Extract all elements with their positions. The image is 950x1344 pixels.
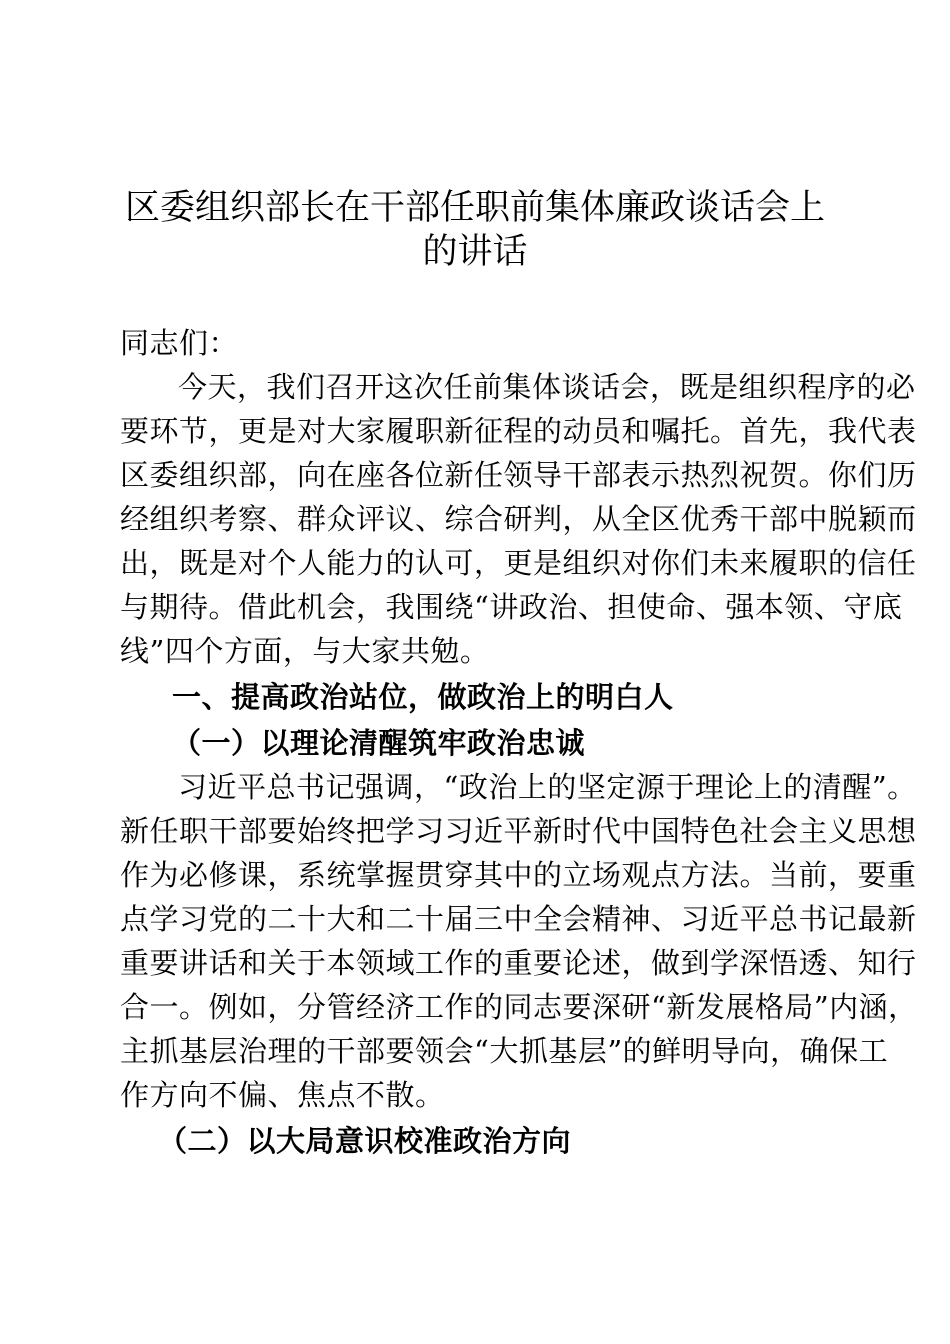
intro-line: 经组织考察、群众评议、综合研判，从全区优秀干部中脱颖而 [120, 502, 917, 536]
intro-line: 与期待。借此机会，我围绕“讲政治、担使命、强本领、守底 [120, 590, 903, 624]
section1-line: 习近平总书记强调，“政治上的坚定源于理论上的清醒”。 [178, 770, 917, 804]
subsection-heading-1: （一）以理论清醒筑牢政治忠诚 [172, 726, 586, 760]
section1-line: 点学习党的二十大和二十届三中全会精神、习近平总书记最新 [120, 902, 917, 936]
intro-line: 出，既是对个人能力的认可，更是组织对你们未来履职的信任 [120, 546, 917, 580]
subsection-heading-2: （二）以大局意识校准政治方向 [158, 1124, 572, 1158]
section1-line: 新任职干部要始终把学习习近平新时代中国特色社会主义思想 [120, 814, 917, 848]
document-title-line-2: 的讲话 [422, 232, 528, 272]
section1-line: 作方向不偏、焦点不散。 [120, 1078, 445, 1112]
salutation: 同志们： [120, 326, 239, 360]
intro-line: 线”四个方面，与大家共勉。 [120, 634, 490, 668]
section1-line: 作为必修课，系统掌握贯穿其中的立场观点方法。当前，要重 [120, 858, 917, 892]
intro-line: 今天，我们召开这次任前集体谈话会，既是组织程序的必 [178, 370, 916, 404]
intro-line: 区委组织部，向在座各位新任领导干部表示热烈祝贺。你们历 [120, 458, 917, 492]
section1-line: 主抓基层治理的干部要领会“大抓基层”的鲜明导向，确保工 [120, 1034, 889, 1068]
section1-line: 重要讲话和关于本领域工作的重要论述，做到学深悟透、知行 [120, 946, 917, 980]
section-heading-1: 一、提高政治站位，做政治上的明白人 [172, 680, 674, 714]
document-title-line-1: 区委组织部长在干部任职前集体廉政谈话会上 [124, 188, 825, 228]
section1-line: 合一。例如，分管经济工作的同志要深研“新发展格局”内涵， [120, 990, 918, 1024]
intro-line: 要环节，更是对大家履职新征程的动员和嘱托。首先，我代表 [120, 414, 917, 448]
